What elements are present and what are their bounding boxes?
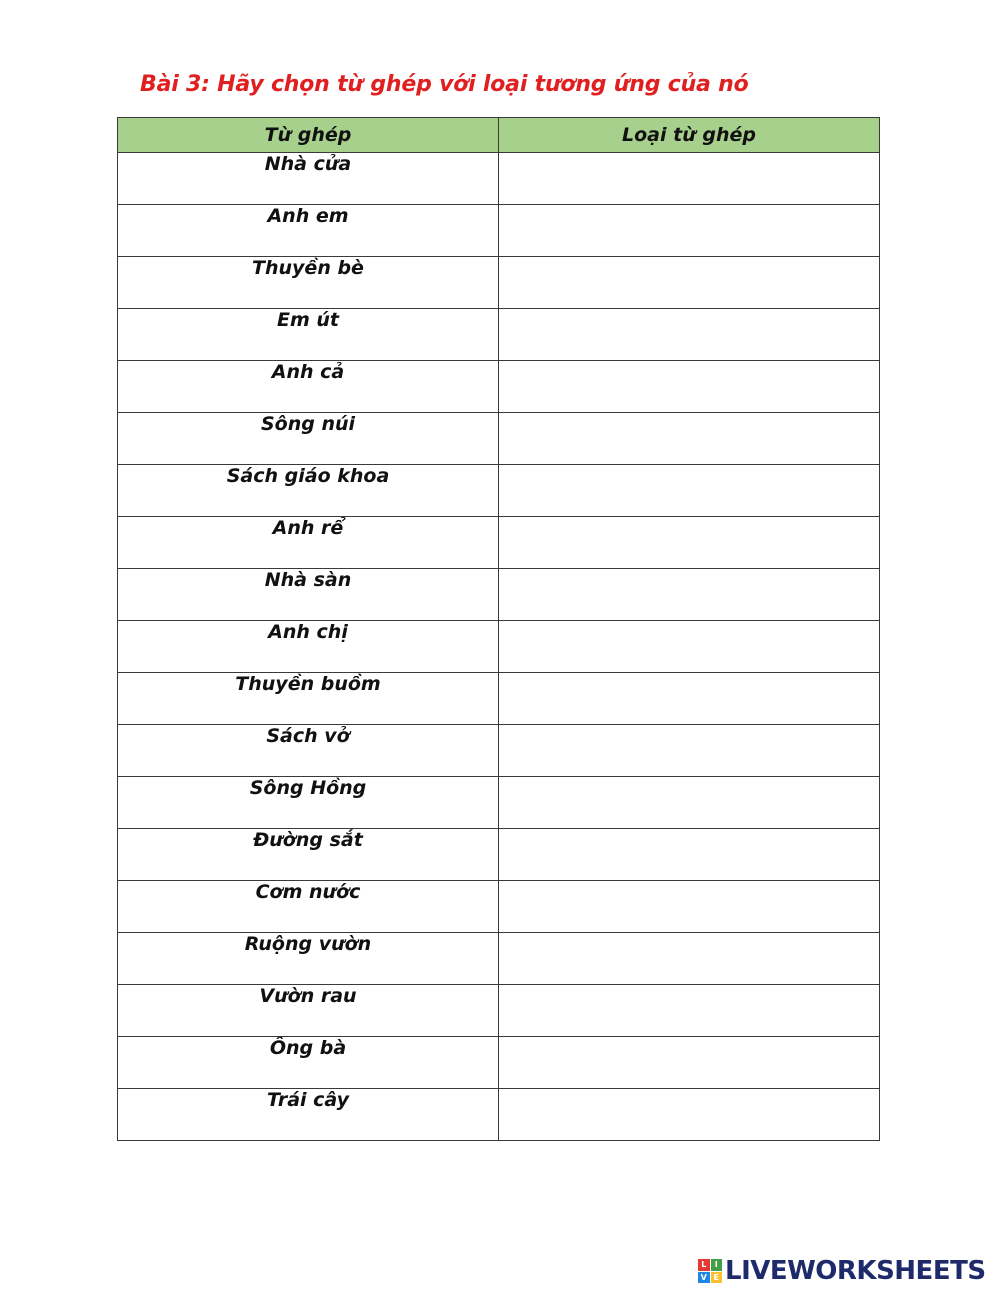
compound-word-table xyxy=(117,117,880,1141)
table-row xyxy=(118,517,880,569)
word-type-answer-box[interactable] xyxy=(499,465,880,517)
table-row xyxy=(118,933,880,985)
compound-word-cell: Cơm nước xyxy=(118,881,499,933)
logo-mark-letter: L xyxy=(698,1259,710,1271)
word-type-answer-box[interactable] xyxy=(499,413,880,465)
word-type-answer-box[interactable] xyxy=(499,205,880,257)
header-word-type: Loại từ ghép xyxy=(499,118,880,153)
compound-word-cell: Em út xyxy=(118,309,499,361)
word-type-answer-box[interactable] xyxy=(499,985,880,1037)
word-type-answer-box[interactable] xyxy=(499,777,880,829)
word-type-answer-box[interactable] xyxy=(499,673,880,725)
word-type-answer-box[interactable] xyxy=(499,257,880,309)
table-row xyxy=(118,1037,880,1089)
word-type-answer-box[interactable] xyxy=(499,725,880,777)
logo-mark-letter: E xyxy=(711,1272,723,1284)
logo-mark-letter: V xyxy=(698,1272,710,1284)
table-row xyxy=(118,465,880,517)
table-row xyxy=(118,985,880,1037)
compound-word-cell: Ông bà xyxy=(118,1037,499,1089)
word-type-answer-box[interactable] xyxy=(499,933,880,985)
table-row xyxy=(118,569,880,621)
word-type-answer-box[interactable] xyxy=(499,153,880,205)
word-type-answer-box[interactable] xyxy=(499,1089,880,1141)
exercise-title: Bài 3: Hãy chọn từ ghép với loại tương ứng của nó xyxy=(140,72,749,97)
table-row xyxy=(118,673,880,725)
table-row xyxy=(118,829,880,881)
compound-word-cell: Thuyền buồm xyxy=(118,673,499,725)
logo-mark-letter: I xyxy=(711,1259,723,1271)
compound-word-cell: Sông Hồng xyxy=(118,777,499,829)
compound-word-cell: Anh cả xyxy=(118,361,499,413)
compound-word-cell: Anh em xyxy=(118,205,499,257)
table-row xyxy=(118,621,880,673)
table-header-row xyxy=(118,118,880,153)
header-compound-word: Từ ghép xyxy=(118,118,499,153)
table-row xyxy=(118,881,880,933)
compound-word-cell: Anh chị xyxy=(118,621,499,673)
table-row xyxy=(118,1089,880,1141)
logo-mark-icon xyxy=(698,1259,722,1283)
table-row xyxy=(118,725,880,777)
compound-word-cell: Sách giáo khoa xyxy=(118,465,499,517)
word-type-answer-box[interactable] xyxy=(499,517,880,569)
compound-word-cell: Sông núi xyxy=(118,413,499,465)
compound-word-cell: Vườn rau xyxy=(118,985,499,1037)
table-row xyxy=(118,309,880,361)
word-type-answer-box[interactable] xyxy=(499,829,880,881)
table-row xyxy=(118,257,880,309)
word-type-answer-box[interactable] xyxy=(499,1037,880,1089)
word-type-answer-box[interactable] xyxy=(499,361,880,413)
table-row xyxy=(118,413,880,465)
compound-word-cell: Anh rể xyxy=(118,517,499,569)
logo-text: LIVEWORKSHEETS xyxy=(725,1256,986,1286)
table-row xyxy=(118,153,880,205)
table-row xyxy=(118,361,880,413)
compound-word-cell: Thuyền bè xyxy=(118,257,499,309)
word-type-answer-box[interactable] xyxy=(499,881,880,933)
liveworksheets-logo xyxy=(698,1256,986,1286)
word-type-answer-box[interactable] xyxy=(499,621,880,673)
word-type-answer-box[interactable] xyxy=(499,569,880,621)
table-row xyxy=(118,205,880,257)
compound-word-cell: Đường sắt xyxy=(118,829,499,881)
compound-word-cell: Ruộng vườn xyxy=(118,933,499,985)
compound-word-cell: Trái cây xyxy=(118,1089,499,1141)
compound-word-cell: Nhà cửa xyxy=(118,153,499,205)
compound-word-cell: Nhà sàn xyxy=(118,569,499,621)
word-type-answer-box[interactable] xyxy=(499,309,880,361)
compound-word-cell: Sách vở xyxy=(118,725,499,777)
table-row xyxy=(118,777,880,829)
